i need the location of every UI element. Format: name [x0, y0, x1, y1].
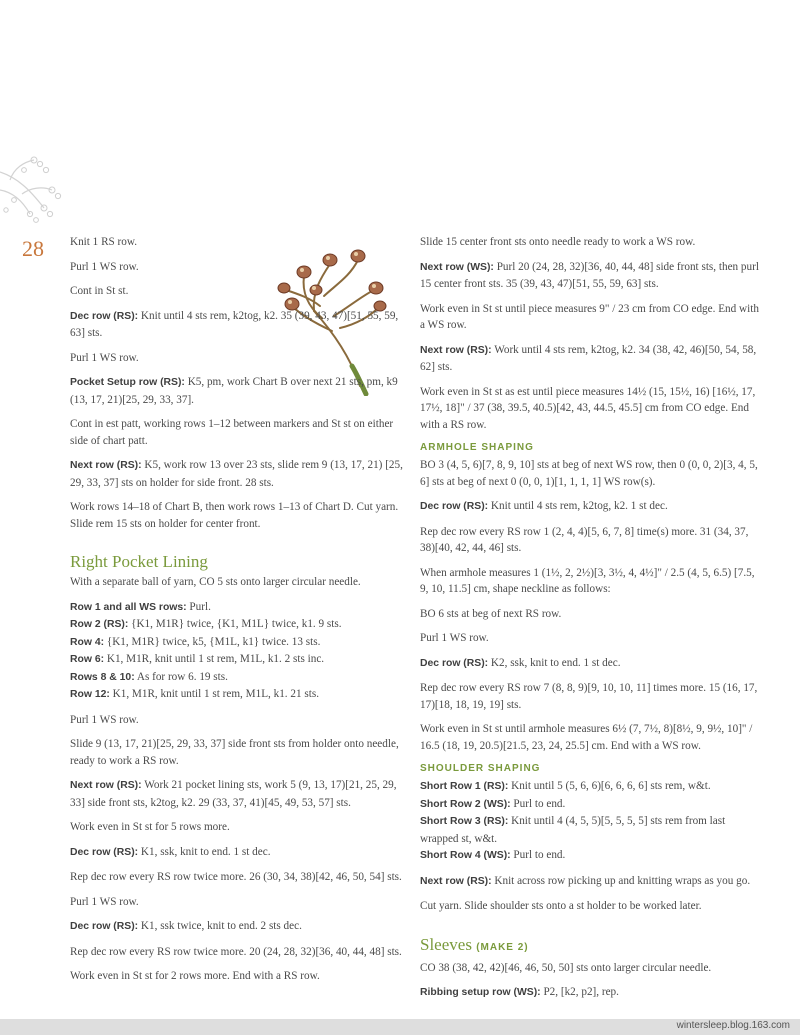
row-label: Short Row 4 (WS): — [420, 850, 511, 861]
instruction-text: K2, ssk, knit to end. 1 st dec. — [488, 656, 621, 669]
instruction-paragraph — [70, 944, 405, 961]
instruction-paragraph — [420, 847, 760, 865]
instruction-text: Cut yarn. Slide shoulder sts onto a st holder to be worked later. — [420, 900, 702, 912]
section-heading-text: Sleeves — [420, 934, 472, 954]
instruction-paragraph — [70, 374, 405, 408]
section-heading-text: Right Pocket Lining — [70, 552, 208, 571]
left-column — [70, 234, 405, 993]
instruction-text: CO 38 (38, 42, 42)[46, 46, 50, 50] sts onto larger circular needle. — [420, 961, 712, 974]
row-label: Rows 8 & 10: — [70, 671, 135, 683]
row-label: Short Row 1 (RS): — [420, 781, 509, 792]
instruction-text: Rep dec row every RS row twice more. 20 (24, 28, 32)[36, 40, 44, 48] sts. — [70, 945, 402, 958]
instruction-paragraph — [70, 634, 405, 652]
row-label: Next row (RS): — [70, 780, 142, 791]
footer-bar — [0, 1019, 800, 1035]
instruction-text: P2, [k2, p2], rep. — [540, 986, 619, 998]
instruction-text: Cont in est patt, working rows 1–12 between markers and St st on either side of chart patt. — [70, 418, 394, 447]
instruction-text: Knit until 4 sts rem, k2tog, k2. 1 st dec. — [488, 500, 668, 512]
instruction-text: Purl 1 WS row. — [70, 260, 139, 273]
instruction-text: Slide 9 (13, 17, 21)[25, 29, 33, 37] side front sts from holder onto needle, ready to work a RS row. — [70, 738, 399, 767]
instruction-text: Purl 1 WS row. — [70, 351, 139, 364]
section-heading — [420, 935, 760, 958]
row-label: Dec row (RS): — [70, 310, 139, 322]
instruction-paragraph — [420, 259, 760, 293]
instruction-text: K1, ssk, knit to end. 1 st dec. — [138, 845, 271, 858]
instruction-paragraph — [70, 599, 405, 617]
instruction-text: Knit until 5 (5, 6, 6)[6, 6, 6, 6] sts rem, w&t. — [508, 780, 711, 792]
row-label: Dec row (RS): — [70, 846, 139, 858]
instruction-paragraph — [420, 630, 760, 647]
instruction-text: Knit 1 RS row. — [70, 236, 138, 248]
instruction-text: With a separate ball of yarn, CO 5 sts onto larger circular needle. — [70, 576, 361, 588]
instruction-paragraph — [420, 565, 760, 598]
instruction-paragraph — [70, 894, 405, 911]
row-label: Short Row 2 (WS): — [420, 798, 511, 810]
row-label: Next row (RS): — [420, 875, 492, 887]
instruction-text: K1, ssk twice, knit to end. 2 sts dec. — [138, 920, 302, 932]
instruction-paragraph — [70, 234, 405, 251]
instruction-paragraph — [420, 457, 760, 490]
row-label: Dec row (RS): — [420, 657, 489, 669]
instruction-text: Purl. — [186, 600, 211, 613]
instruction-paragraph — [420, 680, 760, 713]
instruction-paragraph — [70, 736, 405, 769]
instruction-text: Rep dec row every RS row 1 (2, 4, 4)[5, 6, 7, 8] time(s) more. 31 (34, 37, 38)[40, 42, 44, 46] sts. — [420, 525, 749, 554]
row-label: Row 6: — [70, 654, 105, 665]
instruction-paragraph — [420, 721, 760, 754]
instruction-paragraph — [420, 873, 760, 891]
instruction-paragraph — [420, 234, 760, 251]
instruction-paragraph — [70, 968, 405, 985]
instruction-text: Purl to end. — [510, 797, 566, 810]
row-label: Row 12: — [70, 689, 110, 700]
instruction-paragraph — [420, 606, 760, 623]
instruction-text: Work even in St st for 2 rows more. End with a RS row. — [70, 970, 320, 982]
instruction-text: Knit until 4 (4, 5, 5)[5, 5, 5, 5] sts rem from last wrapped st, w&t. — [420, 815, 726, 845]
instruction-text: K5, pm, work Chart B over next 21 sts, pm, k9 (13, 17, 21)[25, 29, 33, 37]. — [70, 376, 398, 406]
instruction-paragraph — [420, 813, 760, 847]
subsection-heading: SHOULDER SHAPING — [420, 763, 541, 774]
instruction-text: BO 3 (4, 5, 6)[7, 8, 9, 10] sts at beg of next WS row, then 0 (0, 0, 2)[3, 4, 5, 6] sts at beg of next 0 (0, 0, 1)[1, 1, 1, 1] WS row(s). — [420, 459, 758, 488]
instruction-text: {K1, M1R} twice, {K1, M1L} twice, k1. 9 sts. — [128, 618, 342, 630]
instruction-text: K5, work row 13 over 23 sts, slide rem 9 (13, 17, 21) [25, 29, 33, 37] sts on holder for side front. 28 sts. — [70, 459, 403, 489]
instruction-text: When armhole measures 1 (1½, 2, 2½)[3, 3½, 4, 4½]" / 2.5 (4, 5, 6.5) [7.5, 9, 10, 11.5] cm, shape neckline as follows: — [420, 566, 755, 595]
instruction-paragraph — [420, 796, 760, 814]
row-label: Short Row 3 (RS): — [420, 816, 509, 827]
instruction-paragraph — [70, 499, 405, 532]
instruction-text: Rep dec row every RS row 7 (8, 8, 9)[9, 10, 10, 11] times more. 15 (16, 17, 17)[18, 18, 19, 19] sts. — [420, 682, 758, 711]
instruction-text: Knit until 4 sts rem, k2tog, k2. 35 (39, 43, 47)[51, 55, 59, 63] sts. — [70, 309, 399, 339]
instruction-paragraph — [70, 869, 405, 886]
instruction-text: Work even in St st for 5 rows more. — [70, 821, 230, 833]
instruction-paragraph — [420, 524, 760, 557]
instruction-text: Work even in St st until armhole measures 6½ (7, 7½, 8)[8½, 9, 9½, 10]" / 16.5 (18, 19, 20.5)[21.5, 23, 24, 25.5] cm. End with a WS row. — [420, 723, 753, 752]
instruction-text: Purl 1 WS row. — [70, 713, 139, 726]
instruction-text: {K1, M1R} twice, k5, {M1L, k1} twice. 13 sts. — [104, 635, 321, 648]
instruction-text: Cont in St st. — [70, 285, 129, 297]
instruction-paragraph — [70, 712, 405, 729]
instruction-text: Work even in St st as est until piece measures 14½ (15, 15½, 16) [16½, 17, 17½, 18]" / 37 (38, 39.5, 40.5)[42, 43, 44.5, 45.5] cm from CO edge. End with a RS row. — [420, 385, 756, 431]
instruction-paragraph — [420, 960, 760, 977]
instruction-paragraph — [70, 777, 405, 811]
instruction-text: K1, M1R, knit until 1 st rem, M1L, k1. 2 sts inc. — [104, 653, 325, 665]
instruction-paragraph — [70, 457, 405, 491]
page-number: 28 — [22, 236, 44, 261]
instruction-text: Knit across row picking up and knitting wraps as you go. — [491, 874, 751, 887]
row-label: Ribbing setup row (WS): — [420, 987, 541, 998]
instruction-text: Work until 4 sts rem, k2tog, k2. 34 (38, 42, 46)[50, 54, 58, 62] sts. — [420, 343, 757, 373]
section-heading — [70, 552, 405, 572]
row-label: Next row (RS): — [420, 344, 492, 356]
footer-watermark: wintersleep.blog.163.com — [676, 1020, 790, 1031]
section-heading-sub: (MAKE 2) — [476, 941, 529, 953]
instruction-paragraph — [420, 655, 760, 673]
row-label: Next row (RS): — [70, 460, 142, 471]
instruction-paragraph — [70, 844, 405, 862]
instruction-text: Purl 1 WS row. — [70, 895, 139, 908]
row-label: Row 2 (RS): — [70, 619, 129, 630]
instruction-paragraph — [70, 350, 405, 367]
instruction-paragraph — [70, 259, 405, 276]
instruction-text: K1, M1R, knit until 1 st rem, M1L, k1. 21 sts. — [109, 688, 319, 700]
instruction-paragraph — [420, 342, 760, 376]
instruction-paragraph — [70, 686, 405, 704]
subsection-heading: ARMHOLE SHAPING — [420, 442, 534, 453]
instruction-paragraph — [420, 778, 760, 796]
instruction-paragraph — [70, 416, 405, 449]
instruction-paragraph — [70, 819, 405, 836]
row-label: Next row (WS): — [420, 261, 494, 273]
instruction-paragraph — [420, 498, 760, 516]
instruction-text: Purl 1 WS row. — [420, 632, 489, 644]
instruction-paragraph — [70, 918, 405, 936]
row-label: Dec row (RS): — [70, 921, 139, 932]
instruction-text: Work rows 14–18 of Chart B, then work rows 1–13 of Chart D. Cut yarn. Slide rem 15 sts on holder for center front. — [70, 501, 399, 530]
instruction-paragraph — [420, 898, 760, 915]
row-label: Pocket Setup row (RS): — [70, 377, 185, 388]
instruction-paragraph — [70, 283, 405, 300]
row-label: Row 1 and all WS rows: — [70, 601, 187, 613]
instruction-paragraph — [70, 651, 405, 669]
instruction-text: Work 21 pocket lining sts, work 5 (9, 13, 17)[21, 25, 29, 33] side front sts, k2tog, k2. 29 (33, 37, 41)[45, 49, 53, 57] sts. — [70, 779, 397, 809]
branch-illustration — [0, 150, 70, 240]
right-column — [420, 234, 760, 1010]
instruction-paragraph — [420, 384, 760, 434]
instruction-text: Work even in St st until piece measures 9" / 23 cm from CO edge. End with a WS row. — [420, 302, 759, 331]
instruction-paragraph — [70, 616, 405, 634]
instruction-paragraph — [70, 308, 405, 342]
instruction-text: BO 6 sts at beg of next RS row. — [420, 607, 562, 620]
instruction-paragraph — [420, 301, 760, 334]
instruction-text: Purl 20 (24, 28, 32)[36, 40, 44, 48] side front sts, then purl 15 center front sts. 35 (39, 43, 47)[51, 55, 59, 63] sts. — [420, 260, 759, 290]
instruction-text: Slide 15 center front sts onto needle ready to work a WS row. — [420, 236, 696, 248]
row-label: Dec row (RS): — [420, 501, 489, 512]
instruction-text: Rep dec row every RS row twice more. 26 (30, 34, 38)[42, 46, 50, 54] sts. — [70, 871, 402, 883]
row-label: Row 4: — [70, 636, 105, 648]
instruction-paragraph — [420, 984, 760, 1002]
instruction-text: Purl to end. — [510, 849, 566, 861]
instruction-text: As for row 6. 19 sts. — [134, 670, 228, 683]
instruction-paragraph — [70, 669, 405, 687]
instruction-paragraph — [70, 574, 405, 591]
